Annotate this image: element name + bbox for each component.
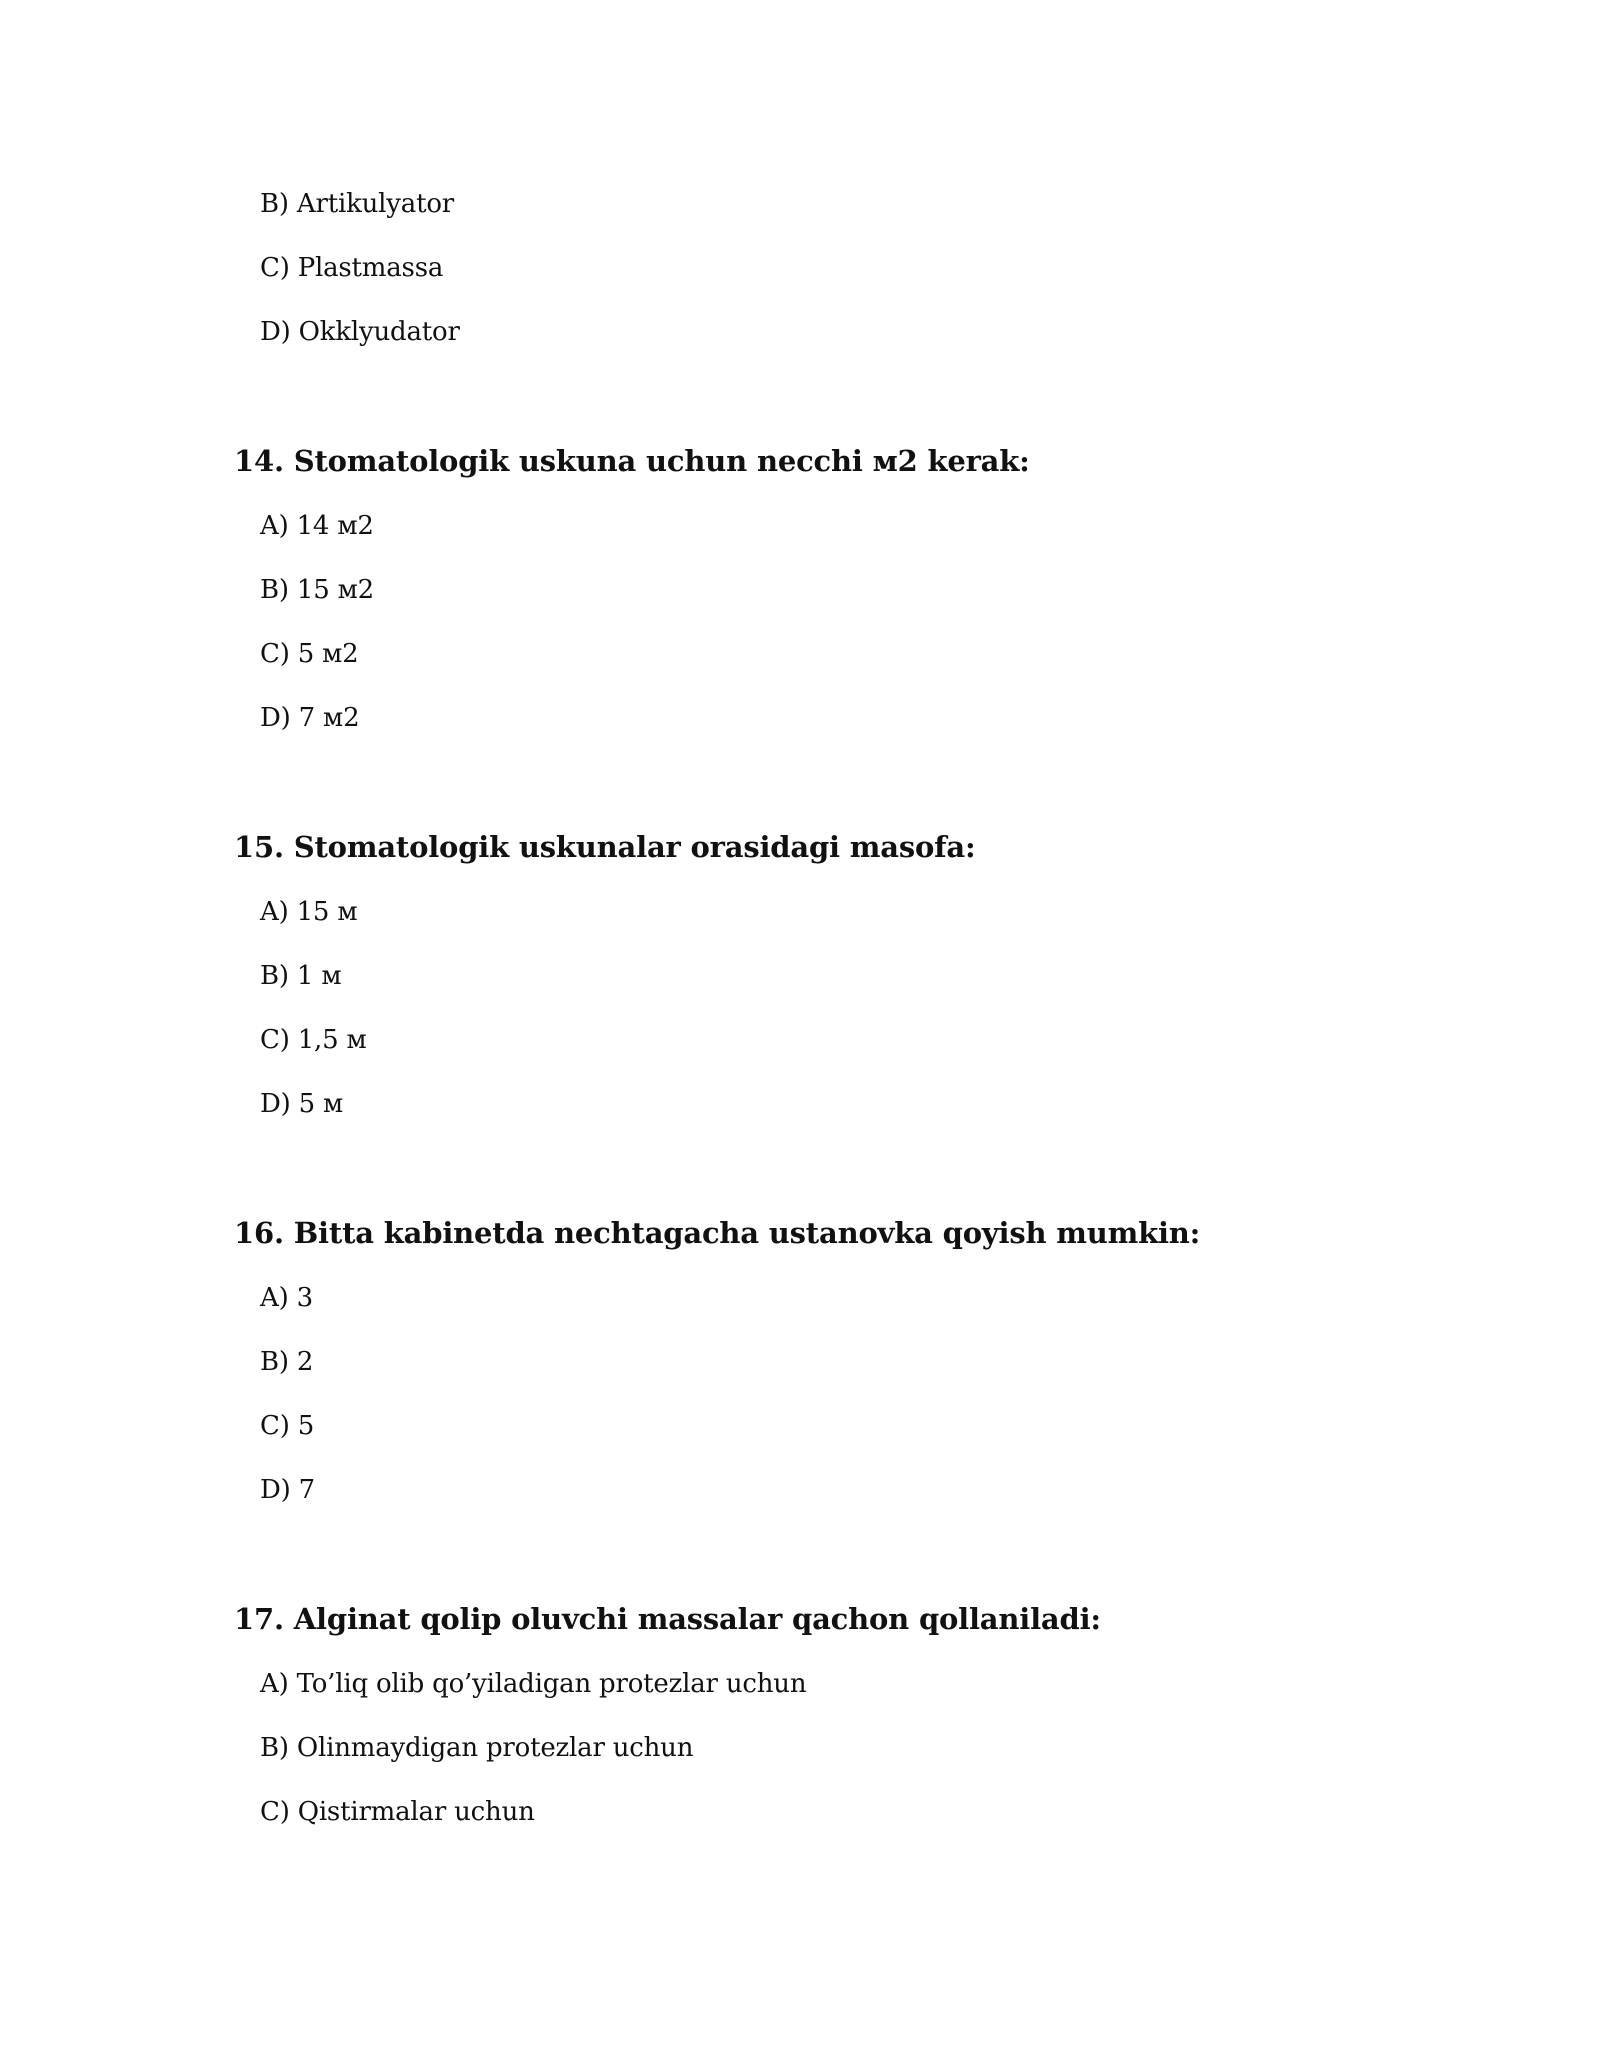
- q14-option-c: C) 5 м2: [260, 639, 359, 669]
- q17-option-a: A) To’liq olib qo’yiladigan protezlar uchun: [260, 1669, 807, 1699]
- question-14-title: 14. Stomatologik uskuna uchun necchi м2 kerak:: [234, 444, 1030, 478]
- q13-option-b: B) Artikulyator: [260, 189, 455, 219]
- q17-option-c: C) Qistirmalar uchun: [260, 1797, 535, 1827]
- question-15-title: 15. Stomatologik uskunalar orasidagi masofa:: [234, 830, 976, 864]
- q15-option-c: C) 1,5 м: [260, 1025, 367, 1055]
- q14-option-d: D) 7 м2: [260, 703, 360, 733]
- q13-option-c: C) Plastmassa: [260, 253, 444, 283]
- q16-option-c: C) 5: [260, 1411, 315, 1441]
- q17-option-b: B) Olinmaydigan protezlar uchun: [260, 1733, 694, 1763]
- question-17-title: 17. Alginat qolip oluvchi massalar qachon qollaniladi:: [234, 1602, 1101, 1636]
- q13-option-d: D) Okklyudator: [260, 317, 460, 347]
- q16-option-d: D) 7: [260, 1475, 315, 1505]
- q14-option-b: B) 15 м2: [260, 575, 375, 605]
- question-16-title: 16. Bitta kabinetda nechtagacha ustanovka qoyish mumkin:: [234, 1216, 1201, 1250]
- q16-option-b: B) 2: [260, 1347, 314, 1377]
- q15-option-d: D) 5 м: [260, 1089, 344, 1119]
- q15-option-b: B) 1 м: [260, 961, 342, 991]
- q16-option-a: A) 3: [260, 1283, 313, 1313]
- q14-option-a: A) 14 м2: [260, 511, 374, 541]
- q15-option-a: A) 15 м: [260, 897, 358, 927]
